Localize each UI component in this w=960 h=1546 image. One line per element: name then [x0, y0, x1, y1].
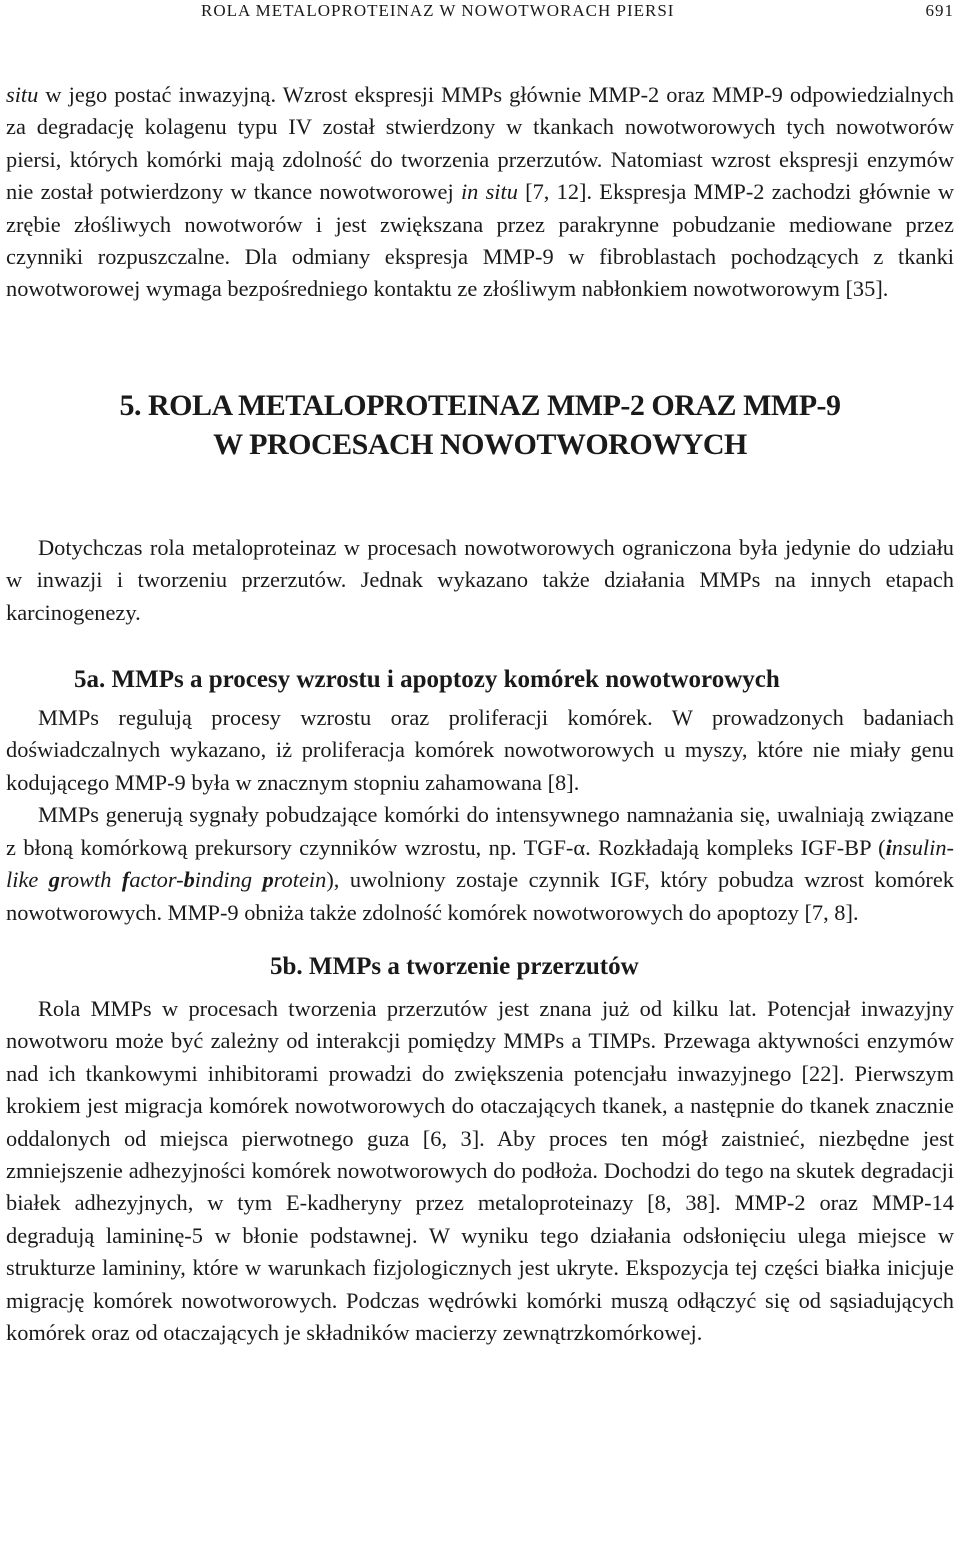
- section-heading-line-2: W PROCESACH NOWOTWOROWYCH: [213, 427, 747, 461]
- italic-term: nsulin-like: [6, 834, 954, 893]
- subsection-heading-5b: 5b. MMPs a tworzenie przerzutów: [270, 952, 639, 980]
- section-intro-paragraph: Dotychczas rola metaloproteinaz w procesach nowotworowych ograniczona była jedynie do udziału w inwazji i tworzeniu przerzutów. Jednak wykazano także działania MMPs na innych etapach karcinogenezy.: [6, 534, 954, 625]
- italic-term: actor-: [129, 867, 184, 893]
- page-number: 691: [925, 1, 954, 20]
- paragraph-text: ), uwolniony zostaje czynnik IGF, który pobudza wzrost komórek nowotworowych. MMP-9 obniża także zdolność komórek nowotworowych do apoptozy [7, 8].: [6, 867, 955, 925]
- paragraph-text: MMPs generują sygnały pobudzające komórki do intensywnego namnażania się, uwalniają związane z błoną komórkową prekursory czynników wzrostu, np. TGF-α. Rozkładają kompleks IGF-BP (: [6, 802, 954, 860]
- italic-term: inding: [194, 867, 263, 893]
- acronym-letter: p: [262, 867, 274, 893]
- running-header: [6, 0, 954, 28]
- acronym-letter: b: [183, 867, 195, 893]
- subsection-5a-paragraph-1: MMPs regulują procesy wzrostu oraz proliferacji komórek. W prowadzonych badaniach doświadczalnych wykazano, iż proliferacja komórek nowotworowych u myszy, które nie miały genu kodującego MMP-9 była w znacznym stopniu zahamowana [8].: [6, 705, 954, 795]
- italic-term-in-situ: in situ: [460, 179, 518, 205]
- acronym-letter: g: [48, 867, 60, 893]
- continued-paragraph: [6, 79, 954, 306]
- section-heading: [6, 386, 954, 464]
- acronym-letter: f: [121, 867, 130, 893]
- italic-term: rotein: [273, 867, 327, 893]
- subsection-5a-paragraph-2: [6, 799, 954, 929]
- italic-term: rowth: [59, 867, 122, 893]
- italic-term-situ: situ: [6, 82, 39, 107]
- paragraph-text: [7, 12]. Ekspresja MMP-2 zachodzi głównie w zrębie złośliwych nowotworów i jest zwiększana przez parakrynne pobudzanie mediowane przez czynniki rozpuszczalne. Dla odmiany ekspresja MMP-9 w fibroblastach pochodzących z tkanki nowotworowej wymaga bezpośredniego kontaktu ze złośliwym nabłonkiem nowotworowym [35].: [6, 179, 955, 302]
- acronym-letter: i: [885, 834, 892, 860]
- section-heading-line-1: 5. ROLA METALOPROTEINAZ MMP-2 ORAZ MMP-9: [119, 388, 841, 422]
- subsection-heading-5a: 5a. MMPs a procesy wzrostu i apoptozy komórek nowotworowych: [74, 666, 780, 694]
- paragraph-text: w jego postać inwazyjną. Wzrost ekspresji MMPs głównie MMP-2 oraz MMP-9 odpowiedzialnych za degradację kolagenu typu IV został stwierdzony w tkankach nowotworowych tych nowotworów piersi, których komórki mają zdolność do tworzenia przerzutów. Natomiast wzrost ekspresji enzymów nie został potwierdzony w tkance nowotworowej: [6, 82, 954, 205]
- running-title: ROLA METALOPROTEINAZ W NOWOTWORACH PIERSI: [201, 1, 675, 20]
- subsection-5b-paragraph-1: Rola MMPs w procesach tworzenia przerzutów jest znana już od kilku lat. Potencjał inwazyjny nowotworu może być zależny od interakcji pomiędzy MMPs a TIMPs. Przewaga aktywności enzymów nad ich tkankowymi inhibitorami prowadzi do zwiększenia potencjału inwazyjnego [22]. Pierwszym krokiem jest migracja komórek nowotworowych do otaczających tkanek, a następnie do tkanek znacznie oddalonych od miejsca pierwotnego guza [6, 3]. Aby proces ten mógł zaistnieć, niezbędne jest zmniejszenie adhezyjności komórek nowotworowych do podłoża. Dochodzi do tego na skutek degradacji białek adhezyjnych, w tym E-kadheryny przez metaloproteinazy [8, 38]. MMP-2 oraz MMP-14 degradują lamininę-5 w błonie podstawnej. W wyniku tego działania odsłonięciu ulega miejsce w strukturze lamininy, które w warunkach fizjologicznych jest ukryte. Ekspozycja tej części białka inicjuje migrację komórek nowotworowych. Podczas wędrówki komórki muszą odłączyć się od sąsiadujących komórek oraz od otaczających je składników macierzy zewnątrzkomórkowej.: [6, 995, 954, 1345]
